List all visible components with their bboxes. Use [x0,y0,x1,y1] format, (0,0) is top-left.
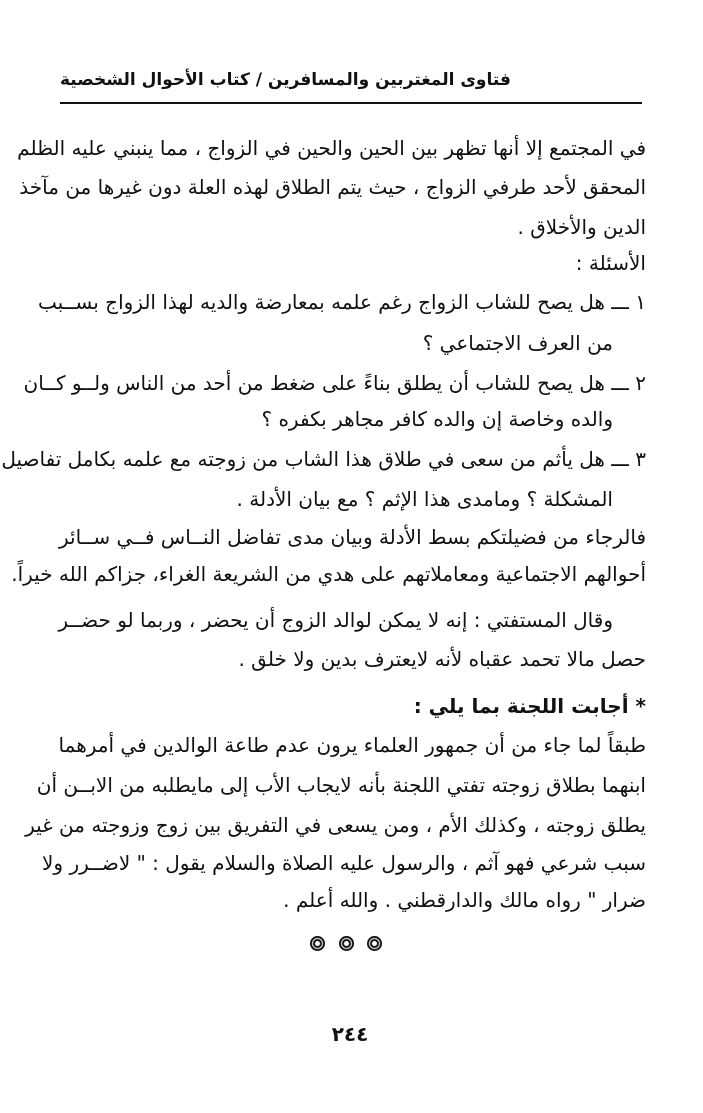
question-3-line-1: ٣ ـــ هل يأثم من سعى في طلاق هذا الشاب من زوجته مع علمه بكامل تفاصيل [1,447,646,471]
answer-line-1: طبقاً لما جاء من أن جمهور العلماء يرون عدم طاعة الوالدين في أمرهما [58,733,646,757]
body-line-1: في المجتمع إلا أنها تظهر بين الحين والحين في الزواج ، مما ينبني عليه الظلم [17,136,646,160]
ornament-circle-icon [339,936,354,951]
body-line-2: المحقق لأحد طرفي الزواج ، حيث يتم الطلاق لهذه العلة دون غيرها من مآخذ [19,175,646,199]
section-end-ornament [310,934,382,952]
ornament-circle-icon [367,936,382,951]
question-3-line-2: المشكلة ؟ ومامدى هذا الإثم ؟ مع بيان الأدلة . [236,487,613,511]
running-header-title: فتاوى المغتربين والمسافرين / كتاب الأحوال الشخصية [60,70,511,90]
question-1-line-1: ١ ـــ هل يصح للشاب الزواج رغم علمه بمعارضة والديه لهذا الزواج بســبب [38,290,646,314]
questioner-note-line-1: وقال المستفتي : إنه لا يمكن لوالد الزوج أن يحضر ، وربما لو حضــر [58,608,613,632]
answer-line-2: ابنهما بطلاق زوجته تفتي اللجنة بأنه لايجاب الأب إلى مايطلبه من الابــن أن [36,773,646,797]
answer-line-4: سبب شرعي فهو آثم ، والرسول عليه الصلاة والسلام يقول : " لاضــرر ولا [42,851,646,875]
question-2-line-1: ٢ ـــ هل يصح للشاب أن يطلق بناءً على ضغط من أحد من الناس ولــو كــان [23,371,646,395]
request-line-1: فالرجاء من فضيلتكم بسط الأدلة وبيان مدى تفاضل النــاس فــي ســائر [58,525,646,549]
ornament-circle-icon [310,936,325,951]
answer-line-3: يطلق زوجته ، وكذلك الأم ، ومن يسعى في التفريق بين زوج وزوجته من غير [25,813,646,837]
header-divider [60,102,642,104]
body-line-3: الدين والأخلاق . [517,215,646,239]
answer-line-5: ضرار " رواه مالك والدارقطني . والله أعلم . [283,888,646,912]
question-2-line-2: والده وخاصة إن والده كافر مجاهر بكفره ؟ [261,407,613,431]
answer-heading: * أجابت اللجنة بما يلي : [413,694,646,718]
question-1-line-2: من العرف الاجتماعي ؟ [422,331,613,355]
questions-heading: الأسئلة : [575,251,646,275]
request-line-2: أحوالهم الاجتماعية ومعاملاتهم على هدي من الشريعة الغراء، جزاكم الله خيراً. [11,562,646,586]
page-number: ٢٤٤ [331,1022,369,1046]
questioner-note-line-2: حصل مالا تحمد عقباه لأنه لايعترف بدين ولا خلق . [238,647,646,671]
